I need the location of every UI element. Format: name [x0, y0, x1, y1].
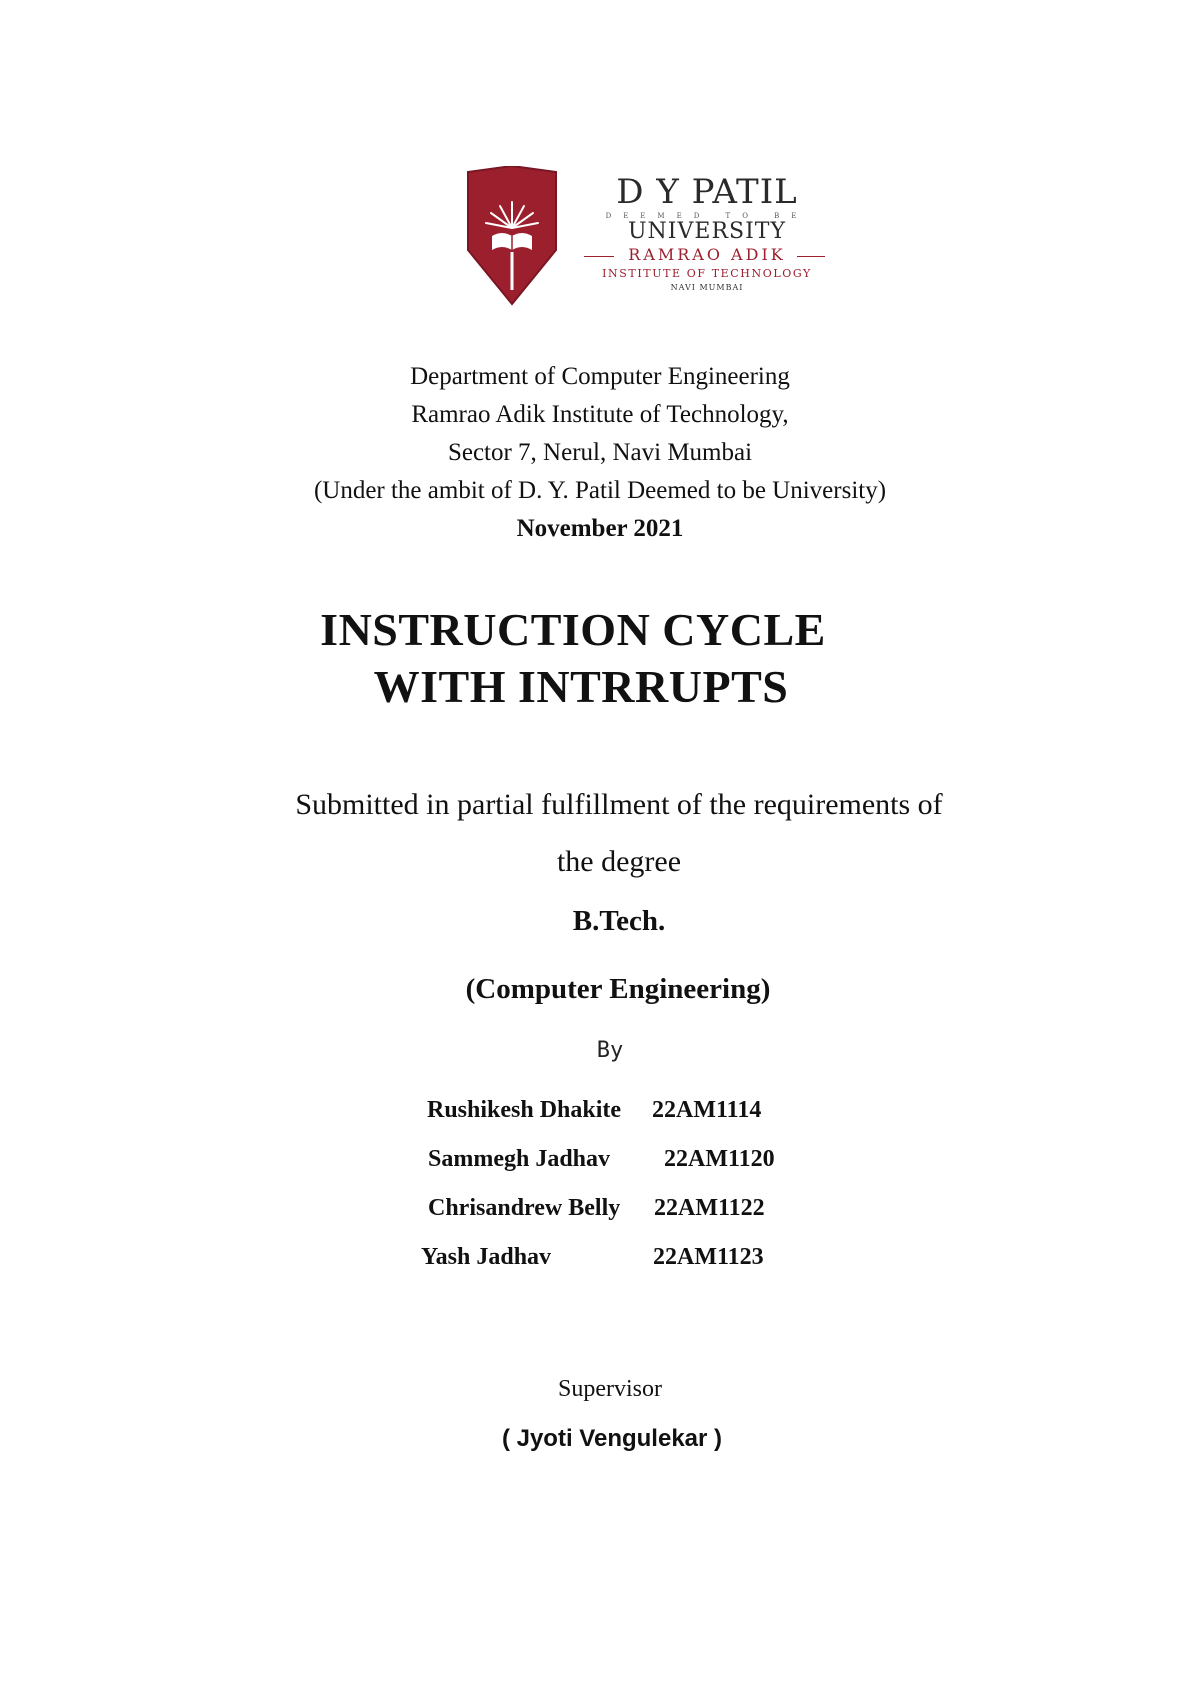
member-name: Rushikesh Dhakite [427, 1097, 622, 1123]
degree-branch: (Computer Engineering) [465, 973, 771, 1005]
supervisor-label: Supervisor [558, 1376, 662, 1402]
member-roll-number: 22AM1114 [652, 1097, 762, 1123]
report-title-line-2: WITH INTRRUPTS [373, 661, 789, 712]
member-name: Chrisandrew Belly [428, 1195, 621, 1221]
member-name: Sammegh Jadhav [428, 1146, 611, 1172]
crest-icon [462, 166, 562, 306]
degree-name: B.Tech. [572, 905, 666, 937]
logo-institute-subtitle: INSTITUTE OF TECHNOLOGY [602, 267, 812, 280]
department-name: Department of Computer Engineering [410, 363, 790, 390]
logo-rule-right [797, 256, 825, 257]
logo-university-word: UNIVERSITY [628, 219, 786, 244]
logo-city: NAVI MUMBAI [670, 283, 744, 292]
logo-institute-name: RAMRAO ADIK [628, 245, 786, 264]
member-roll-number: 22AM1122 [654, 1195, 765, 1221]
logo-university-name: D Y PATIL [616, 172, 798, 212]
submission-date: November 2021 [516, 515, 684, 542]
member-roll-number: 22AM1120 [664, 1146, 775, 1172]
submission-statement-line-1: Submitted in partial fulfillment of the requirements of [295, 788, 943, 821]
logo-deemed-text: DEEMED TO BE [605, 212, 809, 220]
institute-location: Sector 7, Nerul, Navi Mumbai [447, 439, 753, 466]
institute-name: Ramrao Adik Institute of Technology, [411, 401, 789, 428]
submission-statement-line-2: the degree [556, 845, 682, 878]
member-roll-number: 22AM1123 [653, 1244, 764, 1270]
university-ambit: (Under the ambit of D. Y. Patil Deemed to be University) [313, 477, 887, 504]
university-logo [462, 166, 824, 306]
supervisor-name: ( Jyoti Vengulekar ) [501, 1425, 723, 1452]
report-title-line-1: INSTRUCTION CYCLE [320, 604, 826, 655]
by-label: By [596, 1038, 624, 1063]
member-name: Yash Jadhav [421, 1244, 552, 1270]
